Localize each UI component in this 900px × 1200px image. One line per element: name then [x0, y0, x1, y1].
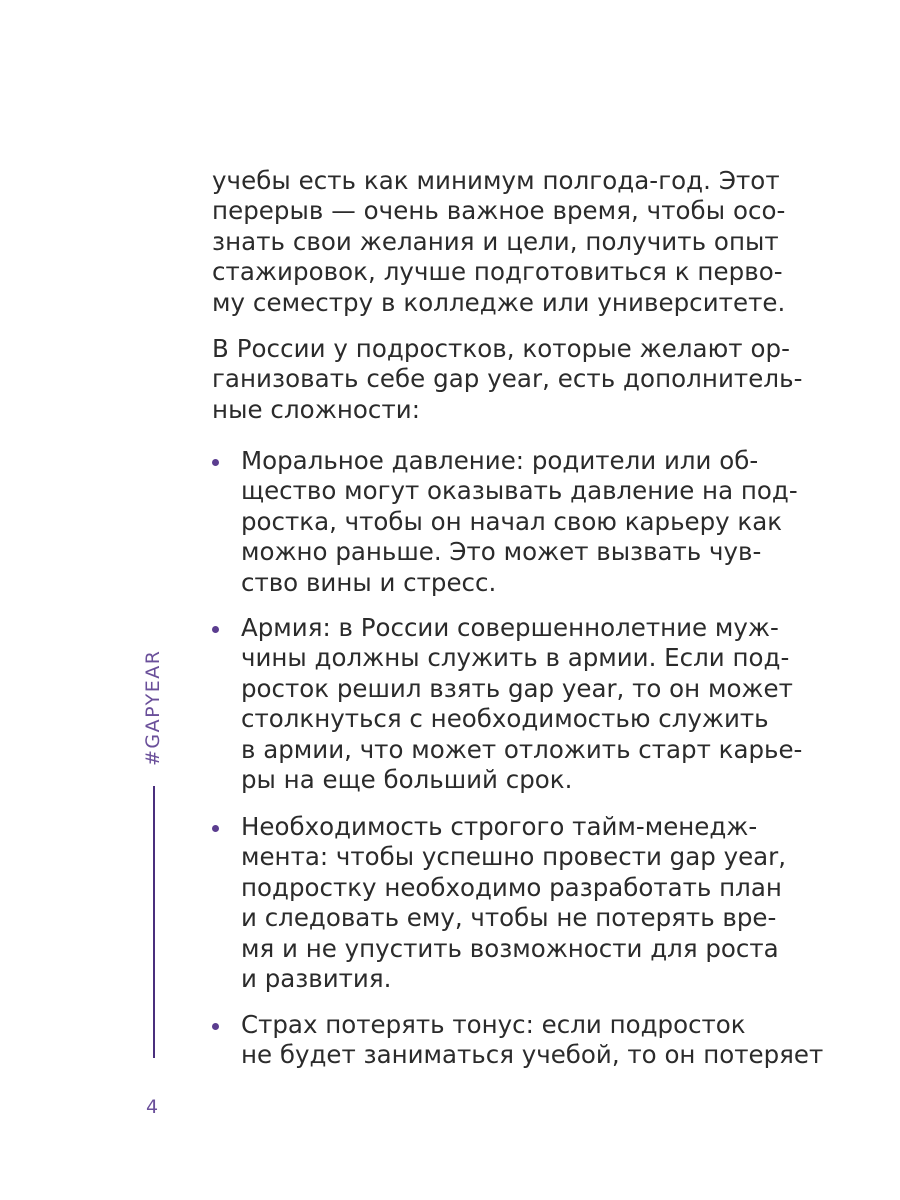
sidebar-vertical-rule — [153, 786, 155, 1058]
list-item-body — [241, 812, 787, 994]
page-number: 4 — [146, 1096, 159, 1118]
text-line: столкнуться с необходимостью служить — [241, 704, 769, 734]
text-line: ство вины и стресс. — [241, 567, 497, 597]
list-item-body — [241, 613, 803, 795]
list-item-body — [241, 446, 798, 598]
text-line: Необходимость строгого тайм-менедж- — [241, 812, 758, 841]
text-line: В России у подростков, которые желают ор- — [212, 334, 790, 363]
text-line: ростка, чтобы он начал свою карьеру как — [241, 506, 783, 536]
text-line: ганизовать себе gap year, есть дополнитель- — [212, 364, 803, 394]
text-line: мента: чтобы успешно провести gap year, — [241, 842, 787, 872]
text-line: щество могут оказывать давление на под- — [241, 476, 798, 506]
text-line: му семестру в колледже или университете. — [212, 287, 786, 317]
text-line: Моральное давление: родители или об- — [241, 446, 759, 475]
list-item-body — [241, 1010, 824, 1071]
text-line: Страх потерять тонус: если подросток — [241, 1010, 746, 1039]
text-line: и следовать ему, чтобы не потерять вре- — [241, 903, 777, 933]
text-line: ры на еще больший срок. — [241, 765, 573, 795]
text-line: учебы есть как минимум полгода-год. Этот — [212, 166, 780, 195]
bullet-dot-icon — [212, 626, 219, 633]
text-line: подростку необходимо разработать план — [241, 872, 782, 902]
text-line: стажировок, лучше подготовиться к перво- — [212, 257, 783, 287]
bullet-dot-icon — [212, 1023, 219, 1030]
text-line: росток решил взять gap year, то он может — [241, 673, 793, 703]
text-line: можно раньше. Это может вызвать чув- — [241, 537, 762, 567]
text-line: не будет заниматься учебой, то он потеряет — [241, 1040, 824, 1070]
sidebar-hashtag-text: #GAPYEAR — [142, 649, 164, 766]
text-line: мя и не упустить возможности для роста — [241, 933, 779, 963]
text-line: перерыв — очень важное время, чтобы осо- — [212, 196, 786, 226]
text-line: и развития. — [241, 964, 392, 994]
text-line: Армия: в России совершеннолетние муж- — [241, 613, 779, 642]
text-line: знать свои желания и цели, получить опыт — [212, 226, 779, 256]
text-line: ные сложности: — [212, 394, 421, 424]
paragraph-russia — [212, 334, 803, 425]
text-line: в армии, что может отложить старт карье- — [241, 734, 803, 764]
text-line: чины должны служить в армии. Если под- — [241, 643, 790, 673]
bullet-dot-icon — [212, 459, 219, 466]
paragraph-intro — [212, 166, 786, 318]
bullet-dot-icon — [212, 825, 219, 832]
